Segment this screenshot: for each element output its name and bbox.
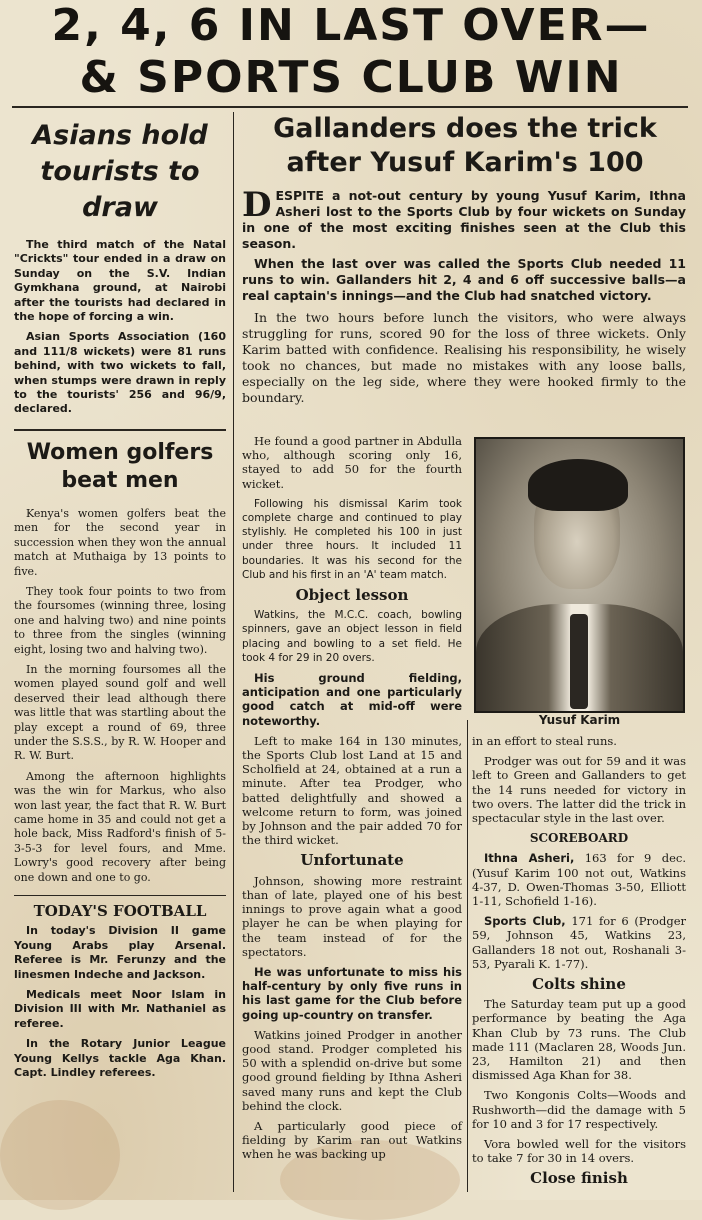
asians-headline: Asians hold tourists to draw bbox=[32, 120, 208, 223]
close-finish-heading: Close finish bbox=[530, 1169, 628, 1188]
story-paragraph: Two Kongonis Colts—Woods and Rushworth—did the damage with 5 for 10 and 3 for 17 respectively. bbox=[472, 1088, 686, 1131]
story-paragraph: Watkins, the M.C.C. coach, bowling spinners, gave an object lesson in field placing and bowling to a set field. He took 4 for 29 in 20 overs. bbox=[242, 609, 462, 664]
story-paragraph: Prodger was out for 59 and it was left to Green and Gallanders to get the 14 runs needed for victory in two overs. The latter did the trick in spectacular style in the last over. bbox=[472, 754, 686, 826]
colts-heading: Colts shine bbox=[532, 975, 626, 994]
football-paragraph: Medicals meet Noor Islam in Division III with Mr. Nathaniel as referee. bbox=[14, 988, 226, 1030]
portrait-photo bbox=[474, 437, 685, 713]
story-paragraph: In the two hours before lunch the visitors, who were always struggling for runs, scored 90 for the loss of three wickets. Only Karim batted with confidence. Realising his responsibility, he wisely took no chances, but made no mistakes with any loose balls, especially on the leg side, where they were hooked firmly to the boundary. bbox=[242, 310, 686, 405]
golfers-paragraph: In the morning foursomes all the women played sound golf and well deserved their lead although there was little that was startling about the play except a round of 69, three under the S.S.S., by R. W. Hooper and R. W. Burt. bbox=[14, 662, 226, 763]
golfers-headline: Women golfers beat men bbox=[26, 439, 214, 493]
sports-label: Sports Club, bbox=[484, 914, 566, 929]
asians-paragraph: Asian Sports Association (160 and 111/8 wickets) were 81 runs behind, with two wickets to fall, when stumps were drawn in reply to the tourists' 256 and 96/9, declared. bbox=[14, 330, 226, 416]
football-paragraph: In today's Division II game Young Arabs play Arsenal. Referee is Mr. Ferunzy and the linesmen Indeche and Jackson. bbox=[14, 924, 226, 981]
drop-cap: D bbox=[242, 185, 272, 225]
section-rule bbox=[14, 895, 226, 896]
story-paragraph: Following his dismissal Karim took complete charge and continued to play stylishly. He completed his 100 in just under three hours. It included 11 boundaries. It was his second for the Club and his first in an 'A' team match. bbox=[242, 497, 462, 581]
left-column bbox=[14, 112, 226, 1087]
story-paragraph: Watkins joined Prodger in another good stand. Prodger completed his 50 with a splendid on-drive but some good ground fielding by Ithna Asheri saved many runs and kept the Club behind the clock. bbox=[242, 1027, 462, 1113]
section-rule bbox=[14, 429, 226, 431]
right-column bbox=[472, 734, 686, 1192]
story-headline-line-2: after Yusuf Karim's 100 bbox=[286, 147, 644, 178]
headline-rule bbox=[12, 106, 688, 108]
headline-line-2: & SPORTS CLUB WIN bbox=[79, 52, 623, 103]
story-headline bbox=[240, 112, 690, 180]
bold-intro: When the last over was called the Sports Club needed 11 runs to win. Gallanders hit 2, 4 and 6 off successive balls—a real captain's innings—and the Club had snatched victory. bbox=[242, 256, 686, 303]
unfortunate-heading: Unfortunate bbox=[300, 851, 404, 870]
story-lead bbox=[242, 185, 686, 412]
sports-score: 171 for 6 (Prodger 59, Johnson 45, Watkins 23, Gallanders 18 not out, Roshanali 3-53, Pyarali K. 1-77). bbox=[472, 914, 686, 971]
ithna-score: 163 for 9 dec. (Yusuf Karim 100 not out, Watkins 4-37, D. Owen-Thomas 3-50, Elliott 1-11, Schofield 1-16). bbox=[472, 851, 686, 909]
ithna-label: Ithna Asheri, bbox=[484, 851, 575, 866]
football-headline: TODAY'S FOOTBALL bbox=[33, 902, 207, 921]
golfers-paragraph: They took four points to two from the foursomes (winning three, losing one and halving two) and nine points to three from the singles (winning eight, losing two and halving two). bbox=[14, 584, 226, 656]
story-paragraph: The Saturday team put up a good performance by beating the Aga Khan Club by 73 runs. The Club made 111 (Maclaren 28, Woods Jun. 23, Hamilton 21) and then dismissed Aga Khan for 38. bbox=[472, 997, 686, 1083]
story-paragraph: Left to make 164 in 130 minutes, the Sports Club lost Land at 15 and Scholfield at 24, obtained at a run a minute. After tea Prodger, who batted delightfully and showed a welcome return to form, was joined by Johnson and the pair added 70 for the third wicket. bbox=[242, 733, 462, 848]
object-lesson-heading: Object lesson bbox=[295, 586, 409, 605]
story-paragraph: in an effort to steal runs. bbox=[472, 734, 617, 748]
football-paragraph: In the Rotary Junior League Young Kellys tackle Aga Khan. Capt. Lindley referees. bbox=[14, 1037, 226, 1080]
story-headline-line-1: Gallanders does the trick bbox=[273, 113, 657, 144]
story-paragraph: He was unfortunate to miss his half-century by only five runs in his last game for the Club before going up-country on transfer. bbox=[242, 964, 462, 1022]
column-divider bbox=[233, 112, 234, 1192]
main-headline bbox=[8, 0, 694, 104]
golfers-paragraph: Among the afternoon highlights was the win for Markus, who also won last year, the fact that R. W. Burt came home in 35 and could not get a hole back, Miss Radford's finish of 5-3-5-3 for level fours, and Mme. Lowry's good recovery after being one down and one to go. bbox=[14, 769, 226, 884]
column-divider bbox=[467, 720, 468, 1192]
story-paragraph: Johnson, showing more restraint than of late, played one of his best innings to prove again what a good player he can be when playing for the team instead of for the spectators. bbox=[242, 873, 462, 959]
middle-column bbox=[242, 434, 462, 1168]
headline-line-1: 2, 4, 6 IN LAST OVER— bbox=[51, 0, 651, 51]
golfers-paragraph: Kenya's women golfers beat the men for the second year in succession when they won the annual match at Muthaiga by 13 points to five. bbox=[14, 506, 226, 578]
lead-paragraph: ESPITE a not-out century by young Yusuf Karim, Ithna Asheri lost to the Sports Club by four wickets on Sunday in one of the most exciting finishes seen at the Club this season. bbox=[242, 188, 686, 251]
asians-paragraph: The third match of the Natal "Crickts" tour ended in a draw on Sunday on the S.V. Indian Gymkhana ground, at Nairobi after the tourists had declared in the hope of forcing a win. bbox=[14, 238, 226, 324]
story-paragraph: A particularly good piece of fielding by Karim ran out Watkins when he was backing up bbox=[242, 1118, 462, 1162]
story-paragraph: His ground fielding, anticipation and one particularly good catch at mid-off were noteworthy. bbox=[242, 671, 462, 728]
paper-stain bbox=[0, 1100, 120, 1210]
story-paragraph: He found a good partner in Abdulla who, although scoring only 16, stayed to add 50 for the fourth wicket. bbox=[242, 434, 462, 491]
scoreboard-heading: SCOREBOARD bbox=[529, 831, 629, 846]
photo-caption: Yusuf Karim bbox=[538, 713, 621, 727]
story-paragraph: Vora bowled well for the visitors to take 7 for 30 in 14 overs. bbox=[472, 1137, 686, 1166]
